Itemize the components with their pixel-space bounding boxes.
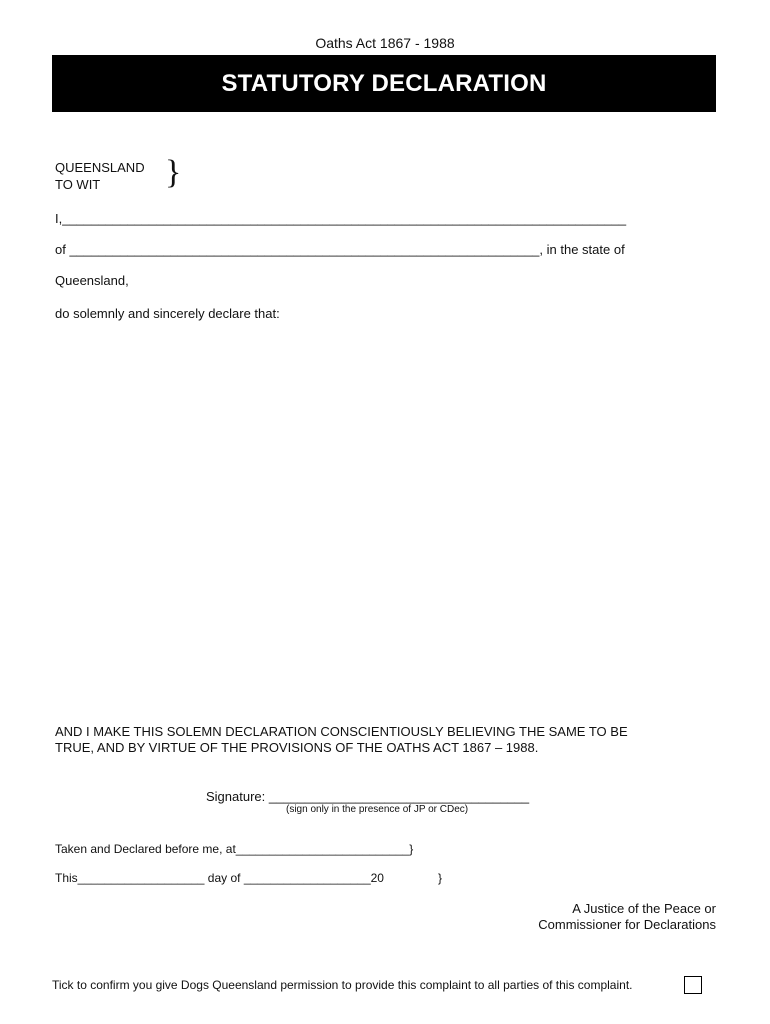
date-brace: } bbox=[438, 871, 443, 885]
declaration-intro: do solemnly and sincerely declare that: bbox=[55, 306, 280, 321]
taken-declared-location-field[interactable]: Taken and Declared before me, at__________________________} bbox=[55, 842, 414, 856]
jurisdiction-brace: } bbox=[165, 154, 182, 191]
signature-field[interactable]: Signature: ____________________________________ bbox=[206, 789, 530, 804]
consent-checkbox[interactable] bbox=[684, 976, 702, 994]
title-banner bbox=[52, 55, 716, 112]
declarant-name-field[interactable]: I,______________________________________________________________________________ bbox=[55, 211, 627, 226]
witness-title-line-1: A Justice of the Peace or bbox=[572, 901, 716, 916]
witness-title-line-2: Commissioner for Declarations bbox=[538, 917, 716, 932]
consent-label: Tick to confirm you give Dogs Queensland permission to provide this complaint to all parties of this complaint. bbox=[52, 978, 633, 992]
jurisdiction-state: QUEENSLAND bbox=[55, 160, 145, 175]
signature-note: (sign only in the presence of JP or CDec) bbox=[286, 804, 469, 815]
declarant-state: Queensland, bbox=[55, 273, 129, 288]
jurisdiction-to-wit: TO WIT bbox=[55, 177, 101, 192]
declaration-body-area[interactable] bbox=[55, 330, 715, 710]
document-title: STATUTORY DECLARATION bbox=[221, 69, 547, 97]
solemn-statement-line-1: AND I MAKE THIS SOLEMN DECLARATION CONSCIENTIOUSLY BELIEVING THE SAME TO BE bbox=[55, 724, 628, 739]
solemn-statement-line-2: TRUE, AND BY VIRTUE OF THE PROVISIONS OF THE OATHS ACT 1867 – 1988. bbox=[55, 740, 539, 755]
declarant-address-field[interactable]: of _________________________________________________________________, in the state of bbox=[55, 242, 625, 257]
declaration-date-field[interactable]: This___________________ day of ___________________20 bbox=[55, 871, 384, 885]
act-reference: Oaths Act 1867 - 1988 bbox=[315, 35, 455, 51]
